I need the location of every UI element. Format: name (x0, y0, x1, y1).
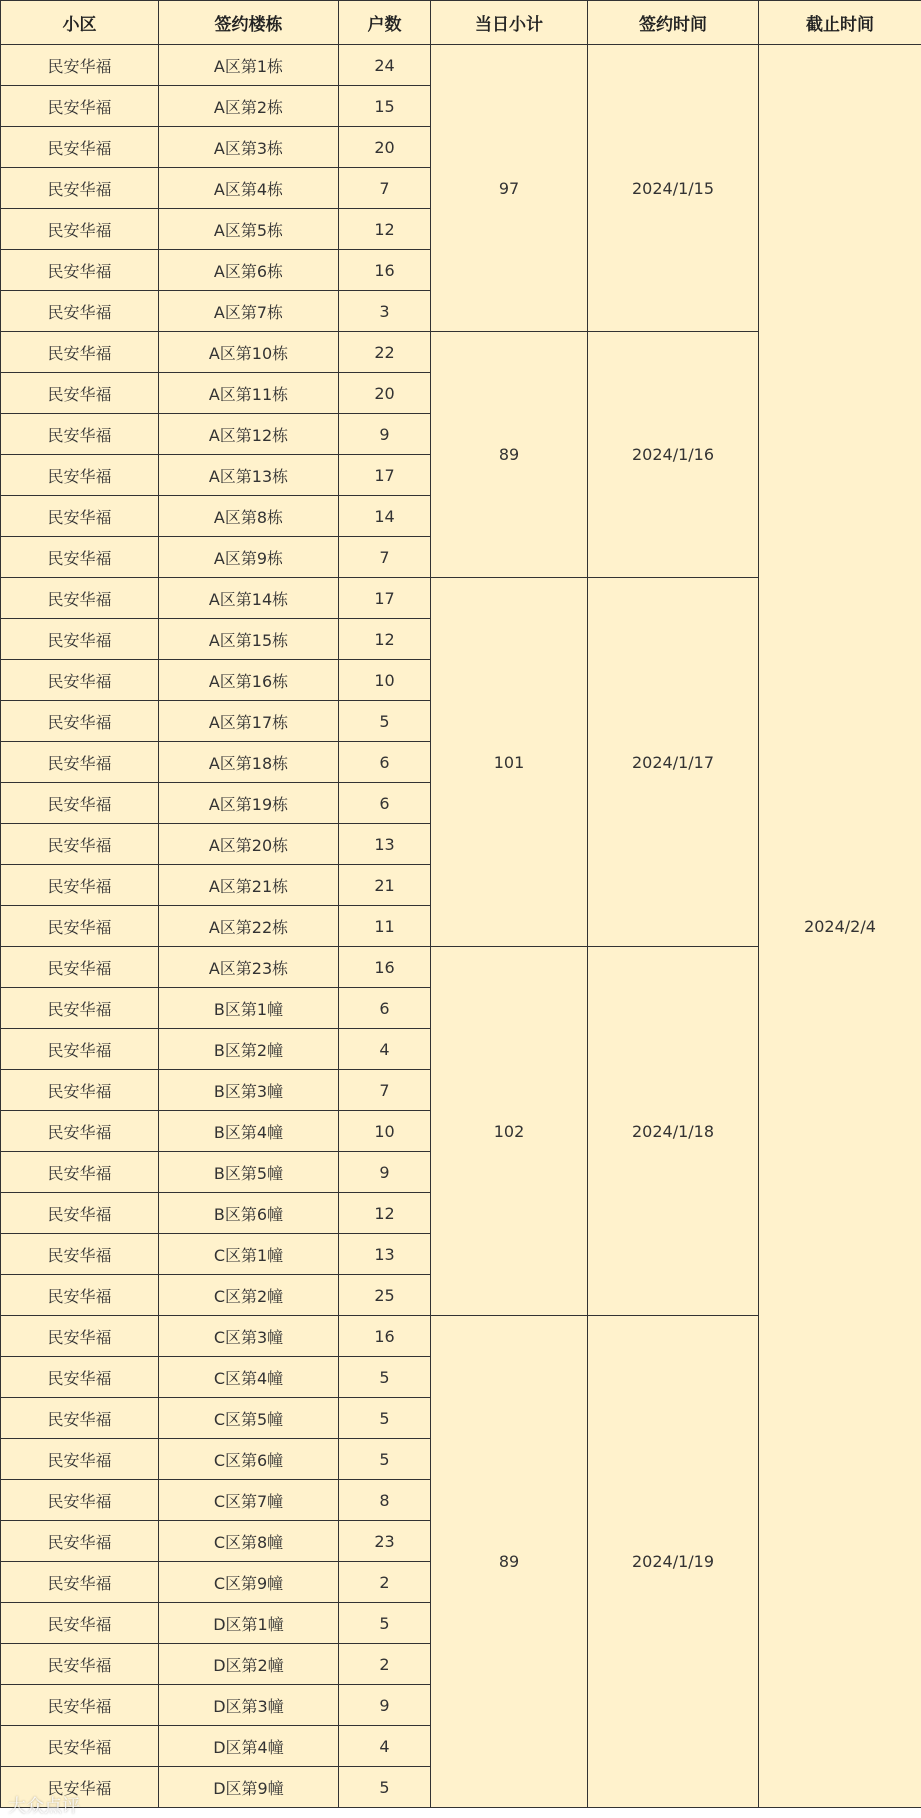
cell-building: C区第4幢 (159, 1357, 339, 1398)
cell-households: 4 (339, 1726, 431, 1767)
cell-community: 民安华福 (1, 496, 159, 537)
cell-households: 2 (339, 1644, 431, 1685)
table-row (1, 45, 921, 86)
cell-sign-date: 2024/1/19 (588, 1316, 759, 1808)
cell-community: 民安华福 (1, 209, 159, 250)
cell-community: 民安华福 (1, 783, 159, 824)
cell-community: 民安华福 (1, 906, 159, 947)
cell-households: 16 (339, 250, 431, 291)
cell-building: B区第2幢 (159, 1029, 339, 1070)
header-households: 户数 (339, 1, 431, 45)
cell-community: 民安华福 (1, 1603, 159, 1644)
cell-building: A区第9栋 (159, 537, 339, 578)
cell-community: 民安华福 (1, 865, 159, 906)
header-sign-date: 签约时间 (588, 1, 759, 45)
header-building: 签约楼栋 (159, 1, 339, 45)
cell-community: 民安华福 (1, 578, 159, 619)
cell-community: 民安华福 (1, 1562, 159, 1603)
cell-households: 13 (339, 824, 431, 865)
cell-households: 9 (339, 414, 431, 455)
cell-households: 10 (339, 1111, 431, 1152)
cell-building: A区第1栋 (159, 45, 339, 86)
cell-building: D区第1幢 (159, 1603, 339, 1644)
table-body (1, 45, 921, 1808)
cell-building: A区第22栋 (159, 906, 339, 947)
cell-community: 民安华福 (1, 1726, 159, 1767)
cell-households: 11 (339, 906, 431, 947)
cell-community: 民安华福 (1, 1357, 159, 1398)
cell-households: 17 (339, 578, 431, 619)
cell-households: 2 (339, 1562, 431, 1603)
cell-community: 民安华福 (1, 1767, 159, 1808)
header-row (1, 1, 921, 45)
cell-building: B区第1幢 (159, 988, 339, 1029)
cell-community: 民安华福 (1, 1070, 159, 1111)
cell-community: 民安华福 (1, 1521, 159, 1562)
cell-building: C区第2幢 (159, 1275, 339, 1316)
cell-building: A区第8栋 (159, 496, 339, 537)
cell-community: 民安华福 (1, 537, 159, 578)
cell-households: 9 (339, 1152, 431, 1193)
cell-households: 20 (339, 373, 431, 414)
cell-building: C区第3幢 (159, 1316, 339, 1357)
cell-building: C区第7幢 (159, 1480, 339, 1521)
cell-households: 17 (339, 455, 431, 496)
cell-building: D区第2幢 (159, 1644, 339, 1685)
cell-community: 民安华福 (1, 947, 159, 988)
cell-building: A区第10栋 (159, 332, 339, 373)
cell-building: A区第11栋 (159, 373, 339, 414)
cell-community: 民安华福 (1, 1111, 159, 1152)
cell-building: A区第20栋 (159, 824, 339, 865)
cell-daily-subtotal: 102 (431, 947, 588, 1316)
cell-community: 民安华福 (1, 1685, 159, 1726)
cell-community: 民安华福 (1, 1029, 159, 1070)
cell-households: 5 (339, 1357, 431, 1398)
cell-households: 13 (339, 1234, 431, 1275)
cell-households: 20 (339, 127, 431, 168)
cell-community: 民安华福 (1, 1152, 159, 1193)
cell-building: A区第3栋 (159, 127, 339, 168)
cell-building: A区第14栋 (159, 578, 339, 619)
cell-building: B区第3幢 (159, 1070, 339, 1111)
cell-community: 民安华福 (1, 1316, 159, 1357)
header-community: 小区 (1, 1, 159, 45)
cell-community: 民安华福 (1, 455, 159, 496)
cell-building: D区第4幢 (159, 1726, 339, 1767)
cell-households: 7 (339, 168, 431, 209)
cell-community: 民安华福 (1, 1234, 159, 1275)
cell-building: A区第21栋 (159, 865, 339, 906)
cell-daily-subtotal: 89 (431, 332, 588, 578)
cell-building: A区第23栋 (159, 947, 339, 988)
cell-building: A区第5栋 (159, 209, 339, 250)
cell-community: 民安华福 (1, 168, 159, 209)
cell-building: A区第17栋 (159, 701, 339, 742)
cell-households: 10 (339, 660, 431, 701)
cell-households: 23 (339, 1521, 431, 1562)
cell-community: 民安华福 (1, 824, 159, 865)
cell-building: C区第6幢 (159, 1439, 339, 1480)
cell-community: 民安华福 (1, 660, 159, 701)
cell-households: 5 (339, 1439, 431, 1480)
cell-building: A区第7栋 (159, 291, 339, 332)
cell-households: 5 (339, 1603, 431, 1644)
cell-households: 7 (339, 1070, 431, 1111)
cell-building: C区第1幢 (159, 1234, 339, 1275)
cell-building: B区第5幢 (159, 1152, 339, 1193)
cell-community: 民安华福 (1, 127, 159, 168)
cell-community: 民安华福 (1, 1644, 159, 1685)
header-daily-subtotal: 当日小计 (431, 1, 588, 45)
cell-households: 5 (339, 1767, 431, 1808)
cell-building: C区第9幢 (159, 1562, 339, 1603)
cell-households: 14 (339, 496, 431, 537)
cell-sign-date: 2024/1/17 (588, 578, 759, 947)
cell-community: 民安华福 (1, 1480, 159, 1521)
cell-community: 民安华福 (1, 619, 159, 660)
cell-building: A区第2栋 (159, 86, 339, 127)
cell-households: 9 (339, 1685, 431, 1726)
cell-community: 民安华福 (1, 414, 159, 455)
cell-building: D区第9幢 (159, 1767, 339, 1808)
cell-daily-subtotal: 89 (431, 1316, 588, 1808)
cell-building: A区第18栋 (159, 742, 339, 783)
cell-households: 8 (339, 1480, 431, 1521)
cell-building: A区第19栋 (159, 783, 339, 824)
cell-households: 24 (339, 45, 431, 86)
cell-community: 民安华福 (1, 373, 159, 414)
cell-building: C区第8幢 (159, 1521, 339, 1562)
cell-households: 16 (339, 1316, 431, 1357)
header-deadline: 截止时间 (759, 1, 921, 45)
cell-households: 6 (339, 742, 431, 783)
cell-community: 民安华福 (1, 988, 159, 1029)
cell-building: A区第15栋 (159, 619, 339, 660)
cell-building: B区第4幢 (159, 1111, 339, 1152)
cell-households: 12 (339, 619, 431, 660)
cell-households: 25 (339, 1275, 431, 1316)
cell-sign-date: 2024/1/16 (588, 332, 759, 578)
cell-households: 12 (339, 1193, 431, 1234)
cell-building: A区第13栋 (159, 455, 339, 496)
cell-building: A区第6栋 (159, 250, 339, 291)
cell-daily-subtotal: 101 (431, 578, 588, 947)
cell-community: 民安华福 (1, 250, 159, 291)
cell-households: 21 (339, 865, 431, 906)
cell-community: 民安华福 (1, 1193, 159, 1234)
cell-community: 民安华福 (1, 291, 159, 332)
cell-community: 民安华福 (1, 1275, 159, 1316)
cell-households: 22 (339, 332, 431, 373)
cell-community: 民安华福 (1, 332, 159, 373)
cell-community: 民安华福 (1, 1398, 159, 1439)
cell-building: A区第16栋 (159, 660, 339, 701)
cell-households: 6 (339, 783, 431, 824)
cell-deadline: 2024/2/4 (759, 45, 921, 1808)
cell-community: 民安华福 (1, 701, 159, 742)
cell-households: 5 (339, 1398, 431, 1439)
cell-households: 7 (339, 537, 431, 578)
cell-households: 12 (339, 209, 431, 250)
cell-building: A区第4栋 (159, 168, 339, 209)
cell-sign-date: 2024/1/18 (588, 947, 759, 1316)
cell-building: A区第12栋 (159, 414, 339, 455)
cell-building: C区第5幢 (159, 1398, 339, 1439)
cell-daily-subtotal: 97 (431, 45, 588, 332)
watermark: 大众点评 (8, 1792, 80, 1818)
cell-households: 5 (339, 701, 431, 742)
cell-households: 15 (339, 86, 431, 127)
cell-households: 6 (339, 988, 431, 1029)
cell-community: 民安华福 (1, 86, 159, 127)
cell-sign-date: 2024/1/15 (588, 45, 759, 332)
cell-building: B区第6幢 (159, 1193, 339, 1234)
cell-community: 民安华福 (1, 742, 159, 783)
cell-community: 民安华福 (1, 45, 159, 86)
cell-building: D区第3幢 (159, 1685, 339, 1726)
cell-households: 16 (339, 947, 431, 988)
cell-households: 3 (339, 291, 431, 332)
cell-households: 4 (339, 1029, 431, 1070)
cell-community: 民安华福 (1, 1439, 159, 1480)
